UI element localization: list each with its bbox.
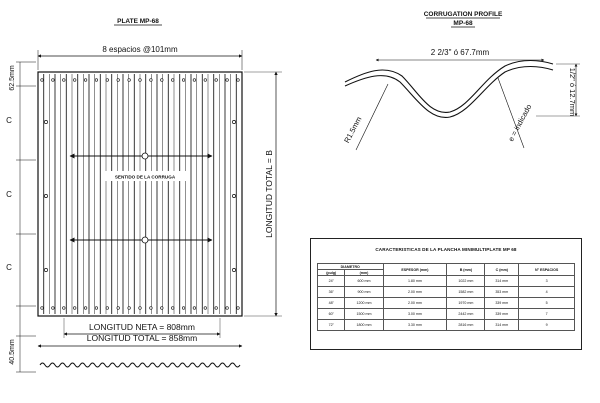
header-c: C (mm): [485, 264, 519, 276]
table-cell: 2.00 mm: [383, 298, 447, 309]
bolt-hole: [52, 79, 55, 82]
radius-leader: [356, 84, 388, 150]
table-row: [318, 309, 575, 320]
table-cell: 1022 mm: [447, 276, 485, 287]
table-cell: 339 mm: [485, 298, 519, 309]
table-cell: 1500 mm: [345, 309, 383, 320]
bolt-hole: [232, 120, 235, 123]
bolt-hole: [161, 79, 164, 82]
table-cell: 2816 mm: [447, 320, 485, 331]
thickness-label: e = indicado: [506, 102, 534, 143]
bolt-hole: [226, 307, 229, 310]
bolt-hole: [106, 79, 109, 82]
net-length-label: LONGITUD NETA = 808mm: [89, 322, 195, 332]
profile-title: CORRUGATION PROFILE: [423, 11, 503, 18]
profile-curve-upper: [345, 61, 553, 113]
header-thickness: ESPESOR (mm): [383, 264, 447, 276]
table-cell: 48": [318, 298, 345, 309]
table-cell: 3.30 mm: [383, 320, 447, 331]
bolt-hole: [171, 307, 174, 310]
table-cell: 4: [519, 287, 575, 298]
bolt-hole: [171, 79, 174, 82]
bolt-hole: [232, 194, 235, 197]
bolt-hole: [63, 79, 66, 82]
table-cell: 600 mm: [345, 276, 383, 287]
table-cell: 3: [519, 276, 575, 287]
table-cell: 314 mm: [485, 276, 519, 287]
bolt-hole: [73, 79, 76, 82]
bolt-hole: [193, 79, 196, 82]
bolt-hole: [182, 79, 185, 82]
corrugation-profile: [342, 48, 580, 150]
bolt-hole: [63, 307, 66, 310]
bolt-hole: [41, 307, 44, 310]
table-cell: 24": [318, 276, 345, 287]
bolt-hole: [44, 120, 47, 123]
table-row: [318, 320, 575, 331]
table-cell: 60": [318, 309, 345, 320]
bolt-hole: [117, 79, 120, 82]
bolt-hole: [95, 307, 98, 310]
header-spaces: N° ESPACIOS: [519, 264, 575, 276]
top-dimension-label: 8 espacios @101mm: [102, 45, 178, 54]
center-hole-top: [142, 153, 148, 159]
total-length-label: LONGITUD TOTAL = B: [264, 150, 274, 238]
plate-edge-wave: [40, 363, 240, 367]
table-cell: 2.00 mm: [383, 287, 447, 298]
bolt-hole: [128, 79, 131, 82]
header-b: B (mm): [447, 264, 485, 276]
header-unit-pulg: (pulg): [318, 270, 345, 276]
c-label-3: C: [6, 263, 12, 272]
bolt-hole: [226, 79, 229, 82]
center-hole-bottom: [142, 237, 148, 243]
table-cell: 339 mm: [485, 309, 519, 320]
table-cell: 1.80 mm: [383, 276, 447, 287]
c-label-1: C: [6, 116, 12, 125]
bolt-hole: [237, 307, 240, 310]
table-row: [318, 298, 575, 309]
plate-drawing: [38, 72, 242, 316]
dim-bottom-left: 40.5mm: [9, 339, 16, 365]
table-row: [318, 276, 575, 287]
bolt-hole: [44, 268, 47, 271]
bolt-hole: [52, 307, 55, 310]
bolt-hole: [117, 307, 120, 310]
bolt-hole: [44, 194, 47, 197]
table-cell: 1582 mm: [447, 287, 485, 298]
profile-subtitle: MP-68: [453, 20, 473, 27]
bolt-hole: [193, 307, 196, 310]
table-cell: 900 mm: [345, 287, 383, 298]
dim-top-left: 62.5mm: [9, 65, 16, 91]
table-cell: 1800 mm: [345, 320, 383, 331]
bolt-hole: [237, 79, 240, 82]
table-cell: 36": [318, 287, 345, 298]
radius-label: R1.5mm: [342, 115, 364, 145]
table-title: CARACTERISTICAS DE LA PLANCHA MINIMULTIPLATE MP 68: [375, 247, 517, 252]
bolt-hole: [139, 79, 142, 82]
plate-title: PLATE MP-68: [117, 18, 159, 25]
table-cell: 72": [318, 320, 345, 331]
bolt-hole: [41, 79, 44, 82]
pitch-label: 2 2/3" ó 67.7mm: [430, 48, 490, 57]
bolt-hole: [139, 307, 142, 310]
table-cell: 1970 mm: [447, 298, 485, 309]
bolt-hole: [182, 307, 185, 310]
direction-label: SENTIDO DE LA CORRUGA: [114, 174, 176, 180]
table-cell: 2442 mm: [447, 309, 485, 320]
table-cell: 314 mm: [485, 320, 519, 331]
bolt-hole: [215, 307, 218, 310]
depth-label: 1/2" ó 12.7mm: [568, 67, 577, 117]
bolt-hole: [95, 79, 98, 82]
bolt-hole: [84, 307, 87, 310]
bolt-hole: [204, 307, 207, 310]
c-label-2: C: [6, 190, 12, 199]
bolt-hole: [215, 79, 218, 82]
bolt-hole: [128, 307, 131, 310]
bolt-hole: [84, 79, 87, 82]
bolt-hole: [204, 79, 207, 82]
table-cell: 3.00 mm: [383, 309, 447, 320]
table-cell: 9: [519, 320, 575, 331]
table-row: [318, 287, 575, 298]
bolt-hole: [106, 307, 109, 310]
bolt-hole: [232, 268, 235, 271]
table-cell: 5: [519, 298, 575, 309]
overall-length-label: LONGITUD TOTAL = 858mm: [86, 333, 198, 343]
left-dimension-ticks: [16, 62, 36, 372]
table-cell: 353 mm: [485, 287, 519, 298]
bolt-hole: [150, 79, 153, 82]
bolt-hole: [73, 307, 76, 310]
characteristics-table: [310, 238, 582, 350]
bolt-hole: [161, 307, 164, 310]
table-cell: 7: [519, 309, 575, 320]
bolt-hole: [150, 307, 153, 310]
table-grid: [317, 263, 575, 331]
table-cell: 1200 mm: [345, 298, 383, 309]
header-unit-mm: (mm): [345, 270, 383, 276]
header-diameter: DIAMETRO: [318, 264, 384, 270]
